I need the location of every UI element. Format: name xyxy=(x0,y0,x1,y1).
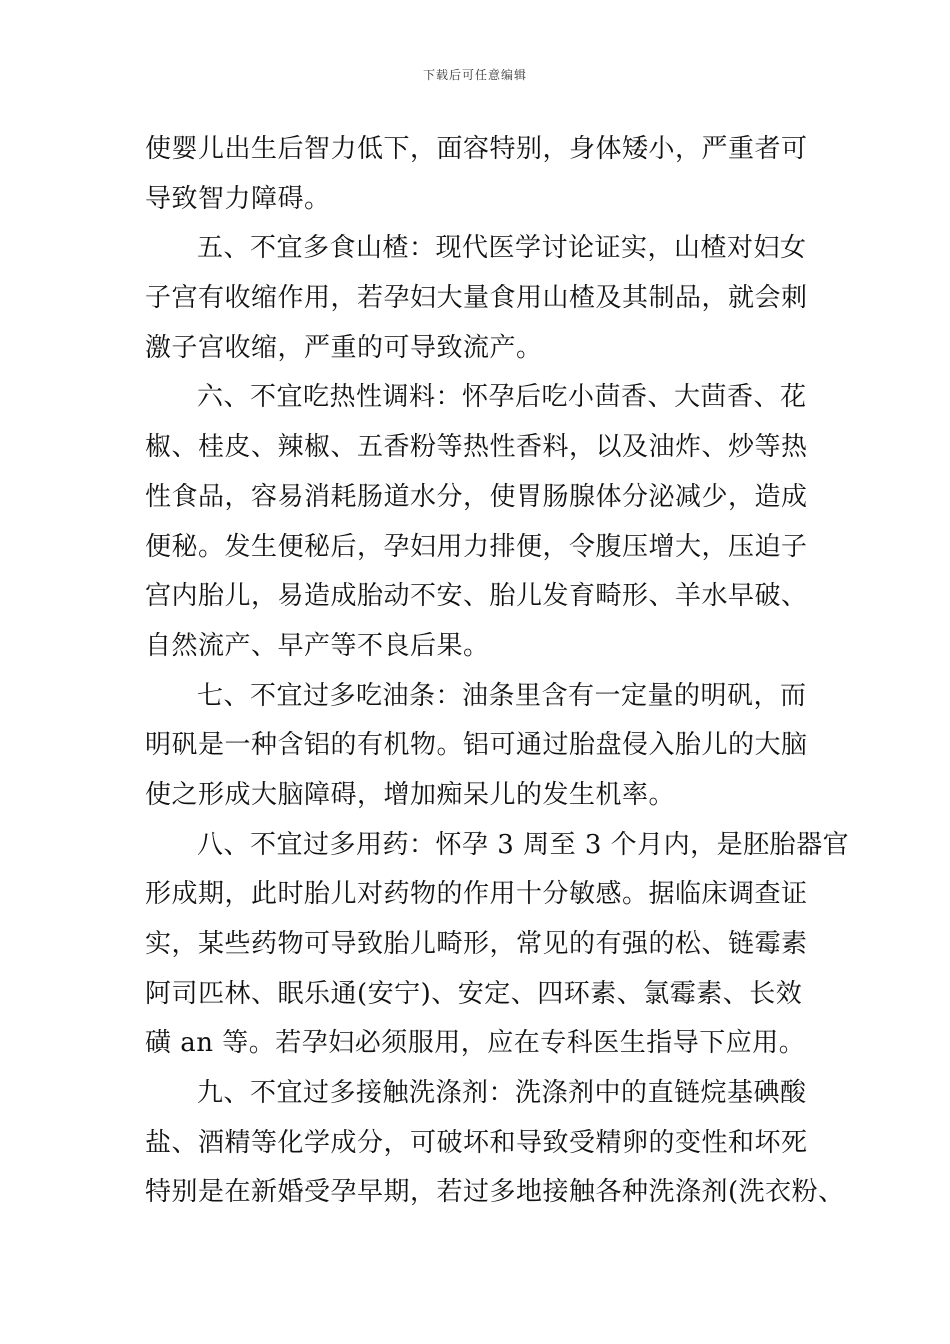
text-line: 使之形成大脑障碍，增加痴呆儿的发生机率。 xyxy=(145,779,676,810)
text-line: 特别是在新婚受孕早期，若过多地接触各种洗涤剂(洗衣粉、 xyxy=(145,1177,845,1208)
text-line: 便秘。发生便秘后，孕妇用力排便，令腹压增大，压迫子 xyxy=(145,531,808,562)
paragraph-start-line: 九、不宜过多接触洗涤剂：洗涤剂中的直链烷基碘酸 xyxy=(197,1078,807,1109)
text-line: 性食品，容易消耗肠道水分，使胃肠腺体分泌减少，造成 xyxy=(145,481,808,512)
text-line: 形成期，此时胎儿对药物的作用十分敏感。据临床调查证 xyxy=(145,879,808,910)
text-line: 自然流产、早产等不良后果。 xyxy=(145,630,490,661)
paragraph-start-line: 七、不宜过多吃油条：油条里含有一定量的明矾，而 xyxy=(197,680,807,711)
paragraph-start-line: 六、不宜吃热性调料：怀孕后吃小茴香、大茴香、花 xyxy=(197,382,807,413)
paragraph-start-line: 五、不宜多食山楂：现代医学讨论证实，山楂对妇女 xyxy=(197,233,807,264)
text-line: 实，某些药物可导致胎儿畸形，常见的有强的松、链霉素 xyxy=(145,929,808,959)
text-line: 子宫有收缩作用，若孕妇大量食用山楂及其制品，就会刺 xyxy=(145,283,808,314)
paragraph-start-line: 八、不宜过多用药：怀孕 3 周至 3 个月内，是胚胎器官 xyxy=(197,829,850,860)
document-body xyxy=(145,125,850,1218)
text-line: 使婴儿出生后智力低下，面容特别，身体矮小，严重者可 xyxy=(145,134,808,164)
page-header: 下载后可任意编辑 xyxy=(422,68,527,82)
text-line: 导致智力障碍。 xyxy=(145,183,331,214)
text-line: 磺 an 等。若孕妇必须服用，应在专科医生指导下应用。 xyxy=(145,1028,806,1059)
text-line: 椒、桂皮、辣椒、五香粉等热性香料，以及油炸、炒等热 xyxy=(145,432,808,463)
text-line: 明矾是一种含铝的有机物。铝可通过胎盘侵入胎儿的大脑 xyxy=(145,730,808,761)
text-line: 激子宫收缩，严重的可导致流产。 xyxy=(145,332,543,363)
text-line: 盐、酒精等化学成分，可破坏和导致受精卵的变性和坏死 xyxy=(145,1127,808,1158)
text-line: 宫内胎儿，易造成胎动不安、胎儿发育畸形、羊水早破、 xyxy=(145,581,808,612)
text-line: 阿司匹林、眠乐通(安宁)、安定、四环素、氯霉素、长效 xyxy=(145,978,803,1009)
